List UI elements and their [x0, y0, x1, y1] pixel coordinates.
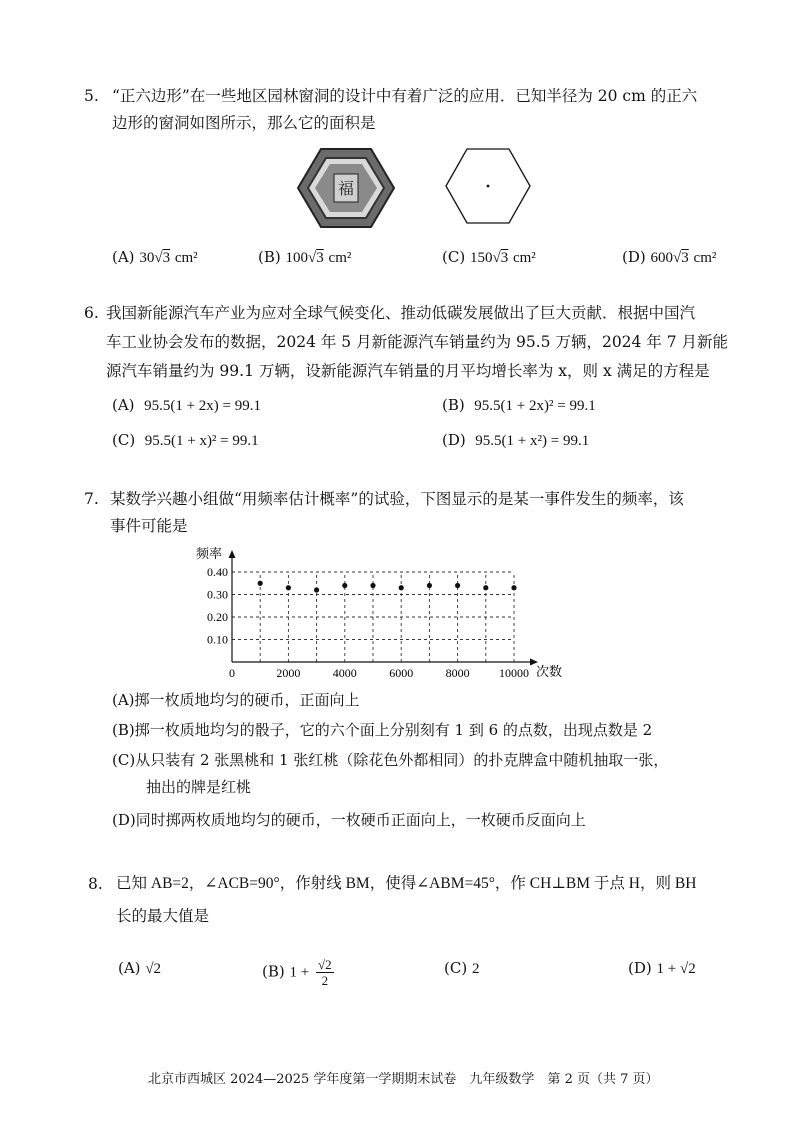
q5-number: 5. [84, 87, 99, 105]
data-point [314, 587, 319, 592]
q8-text-line1: 已知 AB=2，∠ACB=90°，作射线 BM，使得∠ABM=45°，作 CH⊥BM 于点 H，则 BH [116, 875, 697, 892]
q7-option-c[interactable]: (C)从只装有 2 张黑桃和 1 张红桃（除花色外都相同）的扑克牌盒中随机抽取一张， [112, 751, 669, 769]
data-point [427, 583, 432, 588]
q7-number: 7. [84, 490, 99, 508]
q7-text-line2: 事件可能是 [110, 517, 188, 535]
data-point [258, 581, 263, 586]
x-tick-label: 6000 [389, 666, 414, 680]
q7-text-line1: 某数学兴趣小组做“用频率估计概率”的试验，下图显示的是某一事件发生的频率，该 [110, 490, 684, 508]
q5-option-d[interactable]: (D) 600√3 cm² [622, 248, 717, 266]
data-point [342, 583, 347, 588]
x-tick-label: 4000 [332, 666, 357, 680]
x-tick-label: 2000 [276, 666, 301, 680]
x-axis-label: 次数 [536, 664, 563, 679]
photo-glyph: 福 [337, 181, 355, 198]
x-tick-label: 10000 [499, 666, 529, 680]
q7-option-a[interactable]: (A)掷一枚质地均匀的硬币，正面向上 [112, 691, 360, 709]
y-tick-label: 0.40 [207, 565, 228, 579]
data-point [399, 585, 404, 590]
hexagon-diagram [444, 146, 532, 226]
page-footer: 北京市西城区 2024—2025 学年度第一学期期末试卷 九年级数学 第 2 页（共 7 页） [148, 1072, 659, 1087]
data-point [511, 585, 516, 590]
q8-option-a[interactable]: (A) √2 [118, 959, 162, 977]
q6-option-c[interactable]: (C) 95.5(1 + x)² = 99.1 [112, 431, 259, 449]
q7-option-b[interactable]: (B)掷一枚质地均匀的骰子，它的六个面上分别刻有 1 到 6 的点数，出现点数是 2 [112, 721, 653, 739]
q7-option-d[interactable]: (D)同时掷两枚质地均匀的硬币，一枚硬币正面向上，一枚硬币反面向上 [112, 811, 586, 829]
q5-option-c[interactable]: (C) 150√3 cm² [442, 248, 536, 266]
y-axis-label: 频率 [196, 546, 223, 561]
q6-text-line2: 车工业协会发布的数据，2024 年 5 月新能源汽车销量约为 95.5 万辆，2024 年 7 月新能 [106, 333, 729, 351]
y-tick-label: 0.30 [207, 587, 228, 602]
q8-text-line2: 长的最大值是 [116, 907, 210, 925]
frequency-chart [190, 542, 580, 682]
q5-text-line2: 边形的窗洞如图所示，那么它的面积是 [112, 114, 376, 132]
hexagon-center [487, 185, 490, 188]
x-tick-label: 0 [229, 666, 235, 680]
data-point [286, 585, 291, 590]
q5-option-a[interactable]: (A) 30√3 cm² [112, 248, 198, 266]
data-point [455, 583, 460, 588]
x-tick-label: 8000 [445, 666, 470, 680]
y-axis-arrow [229, 550, 236, 558]
q8-option-b[interactable]: (B) 1 + $\frac{√2}{2}$ [262, 957, 332, 988]
q7-option-c-continued: 抽出的牌是红桃 [146, 778, 252, 796]
q8-option-c[interactable]: (C) 2 [444, 959, 480, 977]
y-tick-label: 0.20 [207, 610, 228, 624]
y-tick-label: 0.10 [207, 632, 228, 647]
q6-text-line1: 我国新能源汽车产业为应对全球气候变化、推动低碳发展做出了巨大贡献．根据中国汽 [106, 304, 696, 322]
q6-option-b[interactable]: (B) 95.5(1 + 2x)² = 99.1 [442, 396, 596, 414]
q6-option-a[interactable]: (A) 95.5(1 + 2x) = 99.1 [112, 396, 262, 414]
data-point [370, 583, 375, 588]
q8-number: 8. [88, 875, 103, 893]
q8-option-d[interactable]: (D) 1 + √2 [628, 959, 696, 977]
q6-option-d[interactable]: (D) 95.5(1 + x²) = 99.1 [442, 431, 590, 449]
window-photo [296, 146, 396, 230]
q8-fraction: $\frac{√2}{2}$ [318, 957, 332, 988]
q5-option-b[interactable]: (B) 100√3 cm² [258, 248, 352, 266]
data-point [483, 585, 488, 590]
q6-text-line3: 源汽车销量约为 99.1 万辆，设新能源汽车销量的月平均增长率为 x，则 x 满足的方程是 [106, 362, 710, 380]
q6-number: 6. [84, 304, 99, 322]
q5-text-line1: “正六边形”在一些地区园林窗洞的设计中有着广泛的应用．已知半径为 20 cm 的正六 [112, 87, 698, 105]
